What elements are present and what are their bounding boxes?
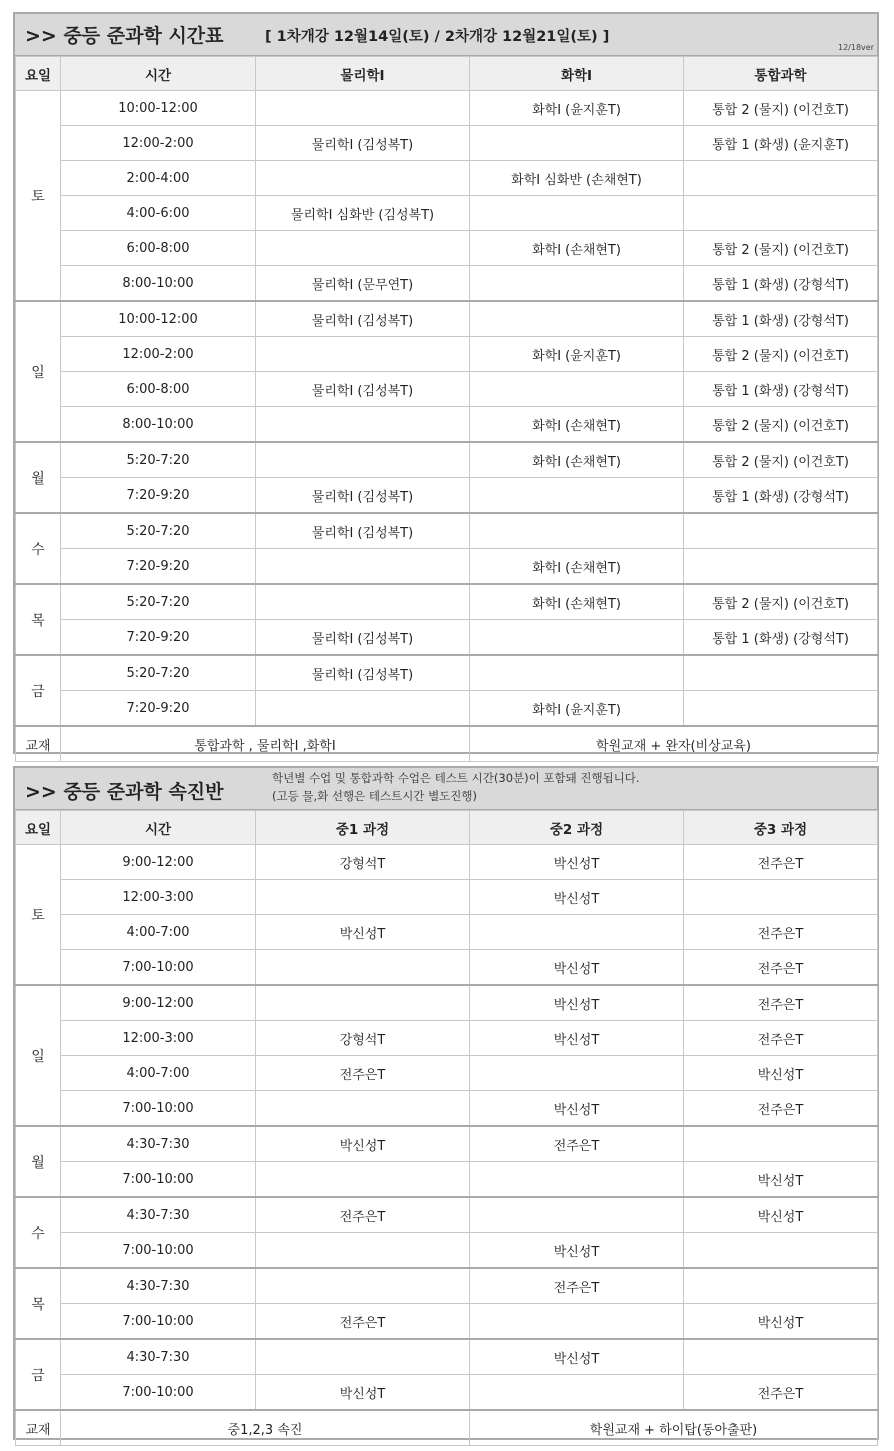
class-cell [684,1126,878,1162]
class-cell: 박신성T [684,1056,878,1091]
class-cell: 화학I (손채현T) [470,231,684,266]
class-cell [256,337,470,372]
class-cell [470,1056,684,1091]
class-cell [470,915,684,950]
accelerated-table [15,810,878,1446]
time-cell: 5:20-7:20 [61,584,256,620]
accelerated-row [16,845,878,880]
class-cell [256,1268,470,1304]
time-cell: 4:00-7:00 [61,1056,256,1091]
class-cell [470,1304,684,1340]
time-cell: 9:00-12:00 [61,985,256,1021]
class-cell: 물리학I (김성복T) [256,478,470,514]
class-cell [470,301,684,337]
test-time-note: 학년별 수업 및 통합과학 수업은 테스트 시간(30분)이 포함돼 진행됩니다. [272,771,640,785]
day-cell: 금 [16,655,61,726]
schedule-row [16,442,878,478]
class-cell: 전주은T [684,1375,878,1411]
day-cell: 목 [16,584,61,655]
class-cell [256,231,470,266]
class-cell: 화학I (윤지훈T) [470,91,684,126]
class-cell: 박신성T [470,1233,684,1269]
class-cell [256,161,470,196]
accelerated-title: >> 중등 준과학 속진반 [25,781,224,803]
class-cell: 강형석T [256,845,470,880]
class-cell [256,985,470,1021]
schedule-row [16,301,878,337]
schedule-column-header: 시간 [61,57,256,91]
time-cell: 4:30-7:30 [61,1339,256,1375]
class-cell [256,950,470,986]
class-cell [684,161,878,196]
class-cell [470,620,684,656]
class-cell: 전주은T [256,1056,470,1091]
textbook-materials: 학원교재 + 하이탑(동아출판) [470,1410,878,1446]
class-cell [684,1268,878,1304]
schedule-table [15,56,878,762]
class-cell: 전주은T [256,1304,470,1340]
accelerated-row [16,1091,878,1127]
class-cell [470,196,684,231]
time-cell: 7:00-10:00 [61,1233,256,1269]
day-cell: 일 [16,301,61,442]
class-cell [256,1233,470,1269]
class-cell [256,1162,470,1198]
textbook-label: 교재 [16,1410,61,1446]
class-cell: 화학I 심화반 (손채현T) [470,161,684,196]
day-cell: 토 [16,845,61,986]
time-cell: 7:00-10:00 [61,1091,256,1127]
class-cell: 전주은T [684,1091,878,1127]
class-cell [470,655,684,691]
class-cell: 강형석T [256,1021,470,1056]
class-cell [684,513,878,549]
time-cell: 9:00-12:00 [61,845,256,880]
accelerated-row [16,1126,878,1162]
schedule-row [16,584,878,620]
class-cell: 박신성T [256,915,470,950]
accelerated-header-row [16,811,878,845]
accelerated-title-bar [15,768,877,810]
class-cell: 물리학I (문무연T) [256,266,470,302]
class-cell: 박신성T [684,1162,878,1198]
time-cell: 7:20-9:20 [61,620,256,656]
class-cell [470,266,684,302]
time-cell: 7:20-9:20 [61,478,256,514]
class-cell: 전주은T [256,1197,470,1233]
accelerated-row [16,985,878,1021]
accelerated-row [16,1339,878,1375]
class-cell [470,478,684,514]
day-cell: 수 [16,513,61,584]
class-cell [684,549,878,585]
schedule-title-bar [15,14,877,56]
day-cell: 일 [16,985,61,1126]
class-cell: 통합 1 (화생) (강형석T) [684,372,878,407]
schedule-row [16,620,878,656]
schedule-row [16,549,878,585]
time-cell: 12:00-2:00 [61,126,256,161]
schedule-row [16,337,878,372]
class-cell: 박신성T [256,1375,470,1411]
textbook-label: 교재 [16,726,61,762]
time-cell: 6:00-8:00 [61,231,256,266]
class-cell [684,691,878,727]
class-cell: 물리학I (김성복T) [256,301,470,337]
schedule-column-header: 요일 [16,57,61,91]
class-cell [256,549,470,585]
time-cell: 12:00-3:00 [61,1021,256,1056]
time-cell: 7:00-10:00 [61,950,256,986]
class-cell: 박신성T [470,1091,684,1127]
time-cell: 4:00-7:00 [61,915,256,950]
time-cell: 7:00-10:00 [61,1375,256,1411]
class-cell: 물리학I (김성복T) [256,620,470,656]
class-cell: 화학I (윤지훈T) [470,691,684,727]
day-cell: 토 [16,91,61,302]
class-cell: 박신성T [470,950,684,986]
time-cell: 4:30-7:30 [61,1197,256,1233]
class-cell: 박신성T [470,880,684,915]
class-cell: 박신성T [470,1339,684,1375]
class-cell: 물리학I (김성복T) [256,372,470,407]
accelerated-column-header: 중2 과정 [470,811,684,845]
textbook-subjects: 중1,2,3 속진 [61,1410,470,1446]
time-cell: 8:00-10:00 [61,407,256,443]
class-cell: 통합 1 (화생) (강형석T) [684,620,878,656]
accelerated-row [16,915,878,950]
time-cell: 5:20-7:20 [61,442,256,478]
class-cell [470,126,684,161]
class-cell [256,1339,470,1375]
class-cell: 박신성T [470,845,684,880]
class-cell [256,584,470,620]
schedule-header-row [16,57,878,91]
class-cell [684,880,878,915]
schedule-row [16,655,878,691]
class-cell: 전주은T [684,915,878,950]
accelerated-row [16,1304,878,1340]
schedule-panel [13,12,879,754]
time-cell: 4:00-6:00 [61,196,256,231]
time-cell: 6:00-8:00 [61,372,256,407]
class-cell: 통합 1 (화생) (강형석T) [684,266,878,302]
schedule-row [16,407,878,443]
day-cell: 월 [16,1126,61,1197]
class-cell [256,691,470,727]
class-cell: 화학I (손채현T) [470,584,684,620]
time-cell: 12:00-3:00 [61,880,256,915]
schedule-column-header: 물리학I [256,57,470,91]
time-cell: 7:00-10:00 [61,1304,256,1340]
accelerated-row [16,1268,878,1304]
class-cell [684,1339,878,1375]
class-cell: 통합 1 (화생) (강형석T) [684,301,878,337]
class-cell: 박신성T [470,985,684,1021]
accelerated-column-header: 요일 [16,811,61,845]
schedule-textbook-row [16,726,878,762]
accelerated-row [16,950,878,986]
time-cell: 7:00-10:00 [61,1162,256,1198]
class-cell: 박신성T [256,1126,470,1162]
schedule-column-header: 화학I [470,57,684,91]
schedule-row [16,513,878,549]
accelerated-row [16,1162,878,1198]
class-cell: 통합 2 (물지) (이건호T) [684,584,878,620]
schedule-row [16,91,878,126]
class-cell: 전주은T [684,845,878,880]
accelerated-textbook-row [16,1410,878,1446]
day-cell: 수 [16,1197,61,1268]
class-cell: 박신성T [684,1304,878,1340]
class-cell [684,1233,878,1269]
class-cell: 통합 2 (물지) (이건호T) [684,337,878,372]
schedule-row [16,231,878,266]
textbook-materials: 학원교재 + 완자(비상교육) [470,726,878,762]
class-cell [256,442,470,478]
page-title: >> 중등 준과학 시간표 [25,25,224,47]
accelerated-column-header: 중3 과정 [684,811,878,845]
accelerated-row [16,1197,878,1233]
class-cell: 박신성T [470,1021,684,1056]
day-cell: 월 [16,442,61,513]
class-cell: 통합 2 (물지) (이건호T) [684,407,878,443]
time-cell: 5:20-7:20 [61,513,256,549]
class-cell: 화학I (손채현T) [470,407,684,443]
time-cell: 12:00-2:00 [61,337,256,372]
class-cell: 물리학I (김성복T) [256,655,470,691]
day-cell: 금 [16,1339,61,1410]
schedule-row [16,161,878,196]
accelerated-row [16,1021,878,1056]
schedule-row [16,691,878,727]
time-cell: 7:20-9:20 [61,549,256,585]
time-cell: 7:20-9:20 [61,691,256,727]
class-cell: 박신성T [684,1197,878,1233]
accelerated-row [16,1233,878,1269]
schedule-row [16,266,878,302]
class-cell [470,372,684,407]
class-cell: 통합 2 (물지) (이건호T) [684,231,878,266]
class-cell: 화학I (윤지훈T) [470,337,684,372]
schedule-row [16,478,878,514]
accelerated-row [16,1375,878,1411]
class-cell: 물리학I (김성복T) [256,513,470,549]
accelerated-row [16,880,878,915]
version-label: 12/18ver [838,43,874,52]
time-cell: 10:00-12:00 [61,91,256,126]
time-cell: 4:30-7:30 [61,1268,256,1304]
accelerated-row [16,1056,878,1091]
textbook-subjects: 통합과학 , 물리학Ⅰ ,화학Ⅰ [61,726,470,762]
class-cell: 전주은T [470,1126,684,1162]
accelerated-panel [13,766,879,1440]
time-cell: 5:20-7:20 [61,655,256,691]
class-cell [684,196,878,231]
time-cell: 8:00-10:00 [61,266,256,302]
class-cell [256,1091,470,1127]
class-cell: 전주은T [684,1021,878,1056]
class-cell [256,880,470,915]
time-cell: 2:00-4:00 [61,161,256,196]
accelerated-column-header: 중1 과정 [256,811,470,845]
class-cell [256,407,470,443]
class-cell [256,91,470,126]
class-cell: 통합 1 (화생) (윤지훈T) [684,126,878,161]
class-cell [470,1162,684,1198]
course-start-dates: [ 1차개강 12월14일(토) / 2차개강 12월21일(토) ] [265,29,610,45]
time-cell: 10:00-12:00 [61,301,256,337]
class-cell: 전주은T [684,950,878,986]
class-cell: 통합 2 (물지) (이건호T) [684,91,878,126]
class-cell [470,1197,684,1233]
schedule-column-header: 통합과학 [684,57,878,91]
class-cell: 화학I (손채현T) [470,549,684,585]
schedule-row [16,196,878,231]
class-cell [470,1375,684,1411]
class-cell: 화학I (손채현T) [470,442,684,478]
class-cell: 전주은T [684,985,878,1021]
class-cell [684,655,878,691]
class-cell: 통합 2 (물지) (이건호T) [684,442,878,478]
class-cell: 통합 1 (화생) (강형석T) [684,478,878,514]
advance-course-note: (고등 물,화 선행은 테스트시간 별도진행) [272,789,477,803]
class-cell: 전주은T [470,1268,684,1304]
class-cell [470,513,684,549]
time-cell: 4:30-7:30 [61,1126,256,1162]
class-cell: 물리학I 심화반 (김성복T) [256,196,470,231]
day-cell: 목 [16,1268,61,1339]
schedule-row [16,372,878,407]
class-cell: 물리학I (김성복T) [256,126,470,161]
accelerated-column-header: 시간 [61,811,256,845]
schedule-row [16,126,878,161]
